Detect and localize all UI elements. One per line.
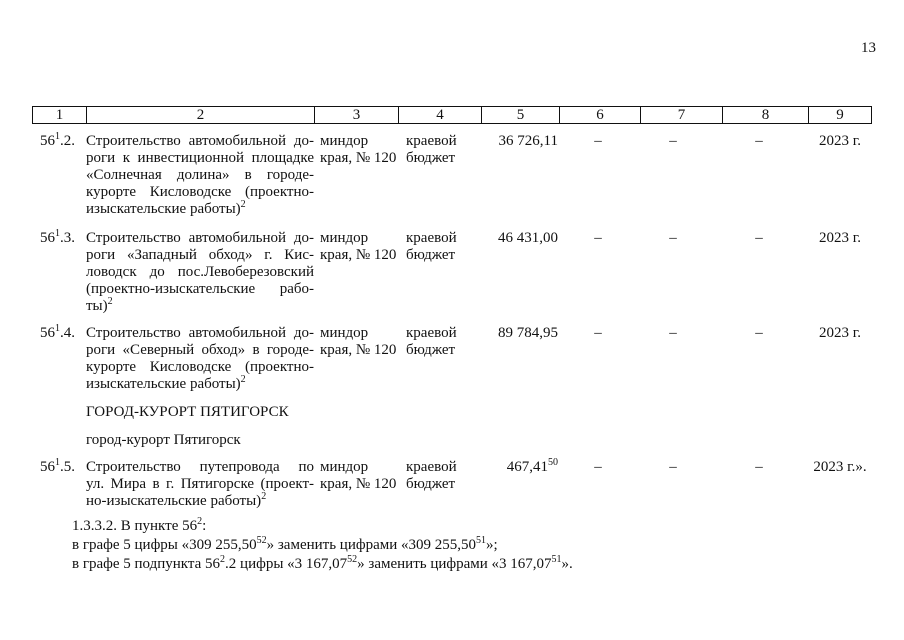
item-number-superscript: 1 [55,228,60,239]
item-number [40,230,75,247]
description-line: роги «Западный обход» г. Кис- [86,247,314,263]
column-8-value: – [755,325,763,341]
amount-value: 36 726,11 [498,133,558,149]
description-line-last [86,298,314,315]
column-7-value: – [669,325,677,341]
customer-line: края, № 120 [320,150,397,166]
amendment-line [72,555,573,574]
funding-source-line: краевой [406,325,457,341]
table-header-row [32,106,872,124]
funding-source-line: краевой [406,230,457,246]
column-number-2: 2 [87,107,315,123]
amendment-segment: .2 цифры «3 167,07 [225,556,348,572]
customer-cell [320,459,396,493]
column-6-value: – [594,133,602,149]
column-number-8: 8 [723,107,809,123]
funding-source-line: бюджет [406,150,456,166]
customer-line: миндор [320,133,369,149]
amendment-segment: в графе 5 подпункта 56 [72,556,221,572]
description-line: роги к инвестиционной площадке [86,150,314,166]
description-line: Строительство автомобильной до- [86,133,314,149]
completion-year: 2023 г. [819,133,861,149]
funding-source-line: бюджет [406,342,456,358]
item-number [40,133,75,150]
amount-value: 46 431,00 [498,230,558,246]
item-number-suffix: .3. [60,230,75,246]
column-6-value: – [594,230,602,246]
item-number [40,459,75,476]
customer-line: миндор [320,325,369,341]
completion-year: 2023 г. [819,230,861,246]
footnote-reference: 2 [261,491,267,502]
customer-line: края, № 120 [320,476,397,492]
description-line-last [86,493,314,510]
funding-source-cell [406,459,457,493]
column-number-3: 3 [315,107,399,123]
customer-line: миндор [320,459,369,475]
column-number-6: 6 [560,107,641,123]
amount-value: 89 784,95 [498,325,558,341]
column-8-value: – [755,459,763,475]
column-7-value: – [669,459,677,475]
customer-line: края, № 120 [320,342,397,358]
item-number-superscript: 1 [55,131,60,142]
funding-source-line: бюджет [406,247,456,263]
amendment-line [72,517,573,536]
description-line-last [86,376,314,393]
item-description [86,325,314,393]
description-line-last [86,201,314,218]
funding-source-cell [406,325,457,359]
description-line: ловодск до пос.Левоберезовский [86,264,314,280]
amendment-line [72,536,573,555]
column-number-9: 9 [836,107,844,123]
column-7-value: – [669,133,677,149]
customer-cell [320,325,396,359]
amendment-segment: » заменить цифрами «3 167,07 [357,556,552,572]
amendment-segment: в графе 5 цифры «309 255,50 [72,537,257,553]
item-number-base: 56 [40,230,55,246]
amendment-superscript: 51 [476,535,487,546]
item-number-suffix: .2. [60,133,75,149]
item-number-base: 56 [40,459,55,475]
customer-cell [320,230,396,264]
description-text: ты) [86,298,108,314]
completion-year: 2023 г. [819,325,861,341]
column-8-value: – [755,230,763,246]
amendment-segment: »; [486,537,498,553]
description-line: курорте Кисловодске (проектно- [86,184,314,200]
funding-source-line: бюджет [406,476,456,492]
description-line: Строительство путепровода по [86,459,314,475]
amount-cell [481,459,558,476]
funding-source-cell [406,133,457,167]
description-line: Строительство автомобильной до- [86,230,314,246]
amendment-superscript: 51 [551,554,562,565]
amendment-text [72,517,573,574]
amendment-segment: 1.3.3.2. В пункте 56 [72,518,198,534]
amendment-segment: : [202,518,207,534]
description-text: изыскательские работы) [86,201,241,217]
item-description [86,230,314,315]
item-number-suffix: .4. [60,325,75,341]
column-number-1: 1 [33,107,87,123]
footnote-reference: 2 [107,296,113,307]
customer-line: миндор [320,230,369,246]
item-number-base: 56 [40,325,55,341]
funding-source-line: краевой [406,459,457,475]
page-number: 13 [861,40,876,56]
item-number [40,325,75,342]
column-7-value: – [669,230,677,246]
funding-source-cell [406,230,457,264]
amount-superscript: 50 [548,457,558,468]
description-line: курорте Кисловодске (проектно- [86,359,314,375]
item-number-base: 56 [40,133,55,149]
footnote-reference: 2 [240,374,246,385]
customer-cell [320,133,396,167]
column-number-4: 4 [399,107,482,123]
amount-cell [481,230,558,247]
column-number-5: 5 [482,107,560,123]
item-number-suffix: .5. [60,459,75,475]
column-8-value: – [755,133,763,149]
item-description [86,133,314,218]
section-subheading: город-курорт Пятигорск [86,432,241,448]
description-text: изыскательские работы) [86,376,241,392]
description-text: но-изыскательские работы) [86,493,262,509]
amendment-superscript: 2 [197,516,203,527]
amendment-superscript: 2 [220,554,226,565]
item-number-superscript: 1 [55,457,60,468]
funding-source-line: краевой [406,133,457,149]
amendment-segment: ». [561,556,573,572]
amendment-superscript: 52 [256,535,267,546]
amendment-segment: » заменить цифрами «309 255,50 [266,537,477,553]
amount-cell [481,325,558,342]
column-number-7: 7 [641,107,723,123]
description-line: «Солнечная долина» в городе- [86,167,314,183]
completion-year: 2023 г.». [813,459,867,475]
item-number-superscript: 1 [55,323,60,334]
section-heading: ГОРОД-КУРОРТ ПЯТИГОРСК [86,404,289,420]
description-line: ул. Мира в г. Пятигорске (проект- [86,476,314,492]
footnote-reference: 2 [240,199,246,210]
amendment-superscript: 52 [347,554,358,565]
customer-line: края, № 120 [320,247,397,263]
description-line: Строительство автомобильной до- [86,325,314,341]
description-line: роги «Северный обход» в городе- [86,342,314,358]
column-6-value: – [594,325,602,341]
amount-value: 467,41 [506,459,548,475]
item-description [86,459,314,510]
amount-cell [481,133,558,150]
description-line: (проектно-изыскательские рабо- [86,281,314,297]
column-6-value: – [594,459,602,475]
